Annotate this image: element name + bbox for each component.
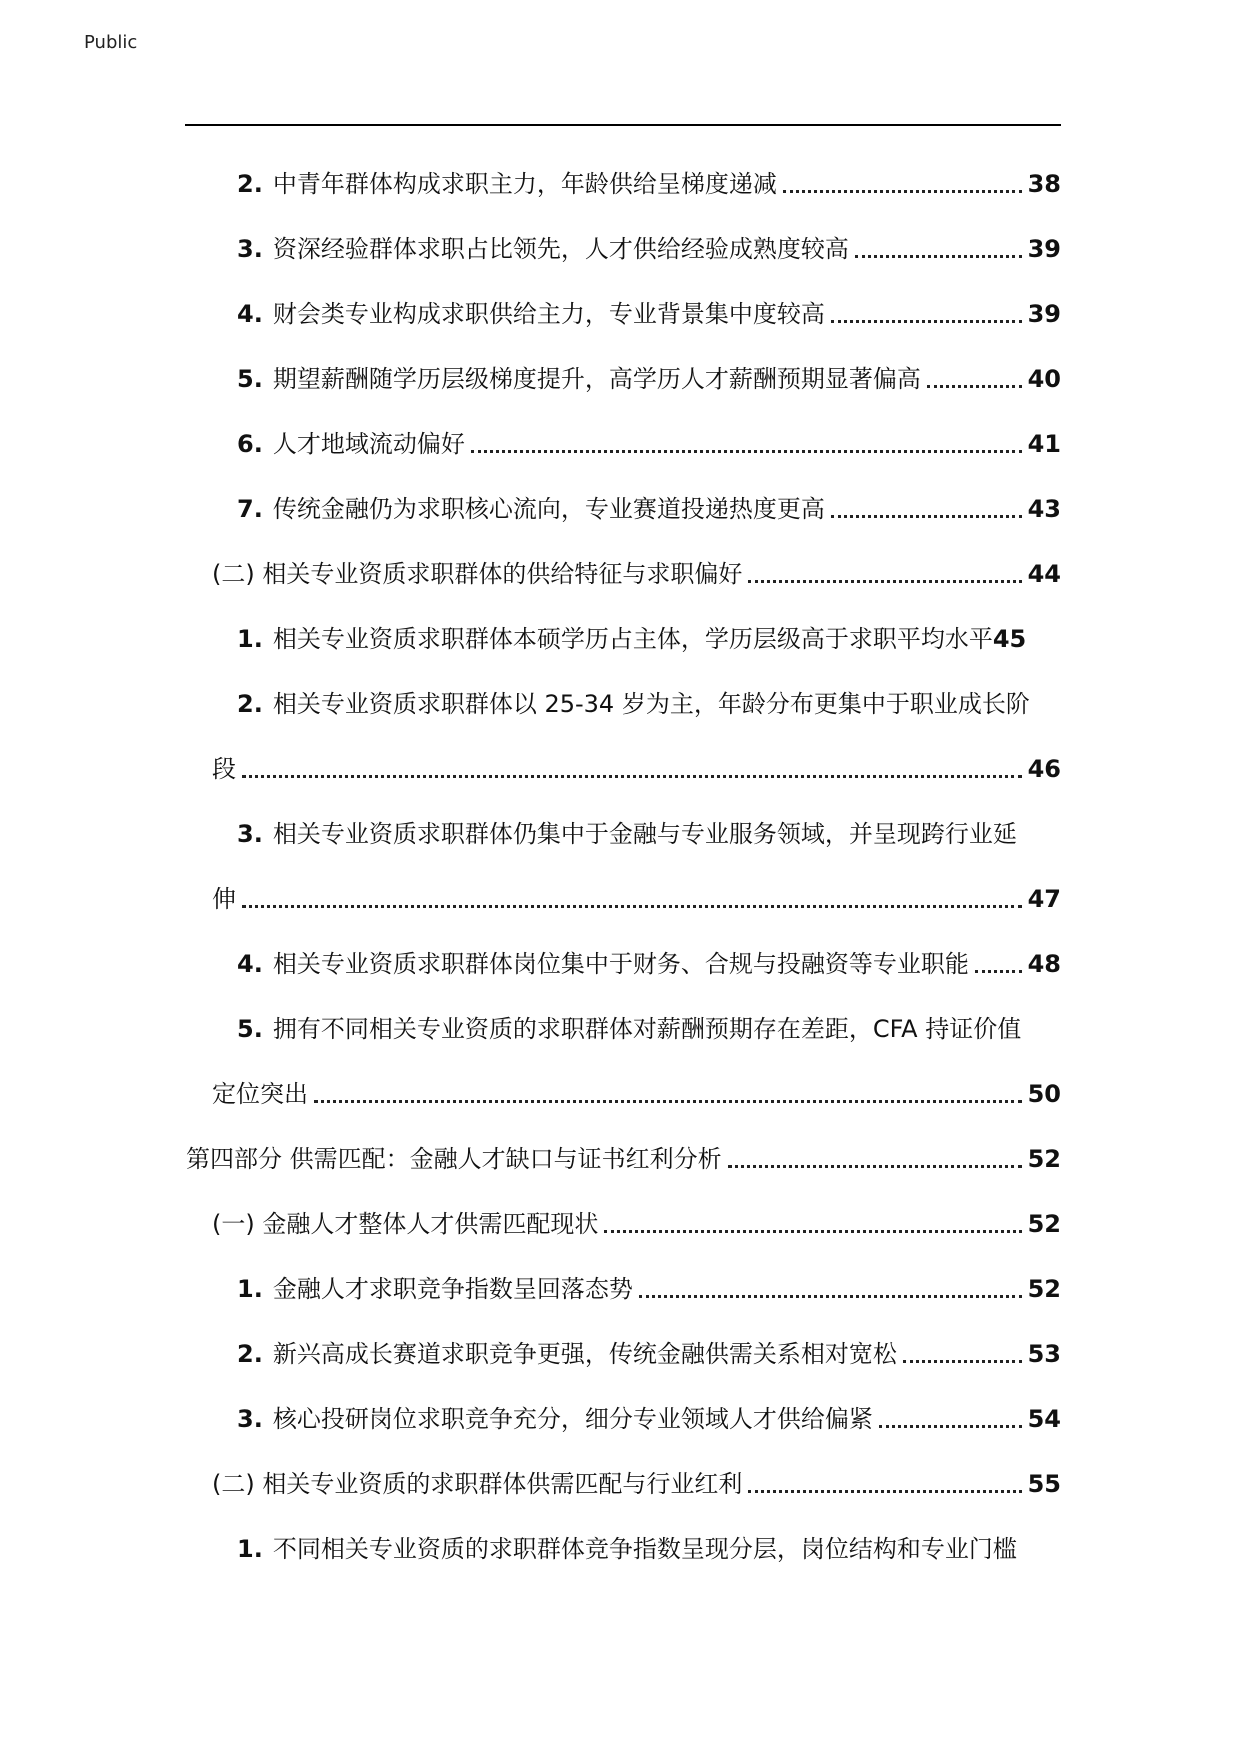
toc-entry-title: 期望薪酬随学历层级梯度提升，高学历人才薪酬预期显著偏高 — [272, 365, 921, 393]
toc-entry-page: 38 — [1027, 170, 1061, 198]
toc-entry-number: 5. — [237, 1015, 263, 1043]
toc-entry-title: (二) 相关专业资质求职群体的供给特征与求职偏好 — [212, 560, 743, 588]
toc-entry-title: 相关专业资质求职群体仍集中于金融与专业服务领域，并呈现跨行业延 — [272, 820, 1017, 848]
toc-entry-number: 5. — [237, 365, 263, 393]
toc-entry-section[interactable] — [212, 1200, 1061, 1240]
toc-entry-title: 相关专业资质求职群体本硕学历占主体，学历层级高于求职平均水平 — [272, 625, 993, 653]
toc-entry-number: 2. — [237, 690, 263, 718]
toc-entry-title: 财会类专业构成求职供给主力，专业背景集中度较高 — [272, 300, 825, 328]
toc-dot-leader — [903, 1360, 1022, 1363]
toc-entry-number: 1. — [237, 625, 263, 653]
toc-entry-page: 39 — [1027, 300, 1061, 328]
toc-entry-page: 45 — [992, 625, 1027, 653]
toc-entry[interactable] — [237, 615, 1061, 655]
toc-dot-leader — [783, 190, 1022, 193]
toc-dot-leader — [748, 1490, 1021, 1493]
toc-entry[interactable] — [237, 940, 1061, 980]
toc-entry-page: 52 — [1027, 1275, 1061, 1303]
toc-entry-continuation[interactable] — [212, 875, 1061, 915]
toc-entry[interactable] — [237, 680, 1061, 720]
toc-entry-page: 41 — [1027, 430, 1061, 458]
toc-entry-page: 43 — [1027, 495, 1061, 523]
toc-entry[interactable] — [237, 160, 1061, 200]
toc-entry[interactable] — [237, 420, 1061, 460]
toc-entry-title: 定位突出 — [212, 1080, 308, 1108]
toc-entry-title: 核心投研岗位求职竞争充分，细分专业领域人才供给偏紧 — [272, 1405, 873, 1433]
toc-entry-number: 3. — [237, 235, 263, 263]
toc-entry[interactable] — [237, 355, 1061, 395]
toc-entry-number: 4. — [237, 950, 263, 978]
toc-entry[interactable] — [237, 1395, 1061, 1435]
toc-entry-page: 53 — [1027, 1340, 1061, 1368]
toc-entry-title: (二) 相关专业资质的求职群体供需匹配与行业红利 — [212, 1470, 743, 1498]
toc-entry-title: 中青年群体构成求职主力，年龄供给呈梯度递减 — [272, 170, 777, 198]
toc-dot-leader — [242, 905, 1022, 908]
toc-entry[interactable] — [237, 225, 1061, 265]
toc-entry-title: 资深经验群体求职占比领先，人才供给经验成熟度较高 — [272, 235, 849, 263]
toc-entry-title: 相关专业资质求职群体岗位集中于财务、合规与投融资等专业职能 — [272, 950, 969, 978]
toc-dot-leader — [831, 515, 1022, 518]
toc-entry-page: 50 — [1027, 1080, 1061, 1108]
toc-entry-continuation[interactable] — [212, 1070, 1061, 1110]
toc-entry-part[interactable] — [186, 1135, 1061, 1175]
toc-entry-number: 6. — [237, 430, 263, 458]
toc-entry-section[interactable] — [212, 550, 1061, 590]
toc-entry-page: 52 — [1027, 1210, 1061, 1238]
classification-label: Public — [84, 32, 138, 53]
toc-dot-leader — [639, 1295, 1022, 1298]
toc-entry[interactable] — [237, 1330, 1061, 1370]
toc-entry-title: 金融人才求职竞争指数呈回落态势 — [272, 1275, 633, 1303]
toc-dot-leader — [314, 1100, 1022, 1103]
toc-entry-title: 传统金融仍为求职核心流向，专业赛道投递热度更高 — [272, 495, 825, 523]
toc-dot-leader — [927, 385, 1022, 388]
toc-entry-number: 1. — [237, 1275, 263, 1303]
toc-entry-page: 52 — [1027, 1145, 1061, 1173]
toc-dot-leader — [604, 1230, 1021, 1233]
toc-dot-leader — [728, 1165, 1022, 1168]
toc-entry-title: 段 — [212, 755, 236, 783]
toc-entry-continuation[interactable] — [212, 745, 1061, 785]
toc-entry-page: 54 — [1027, 1405, 1061, 1433]
toc-entry-page: 55 — [1027, 1470, 1061, 1498]
toc-entry-page: 40 — [1027, 365, 1061, 393]
toc-dot-leader — [471, 450, 1022, 453]
toc-entry-number: 3. — [237, 1405, 263, 1433]
toc-dot-leader — [242, 775, 1022, 778]
toc-entry[interactable] — [237, 485, 1061, 525]
toc-entry-number: 2. — [237, 170, 263, 198]
toc-dot-leader — [748, 580, 1021, 583]
toc-entry-page: 39 — [1027, 235, 1061, 263]
toc-entry-number: 3. — [237, 820, 263, 848]
toc-entry-page: 44 — [1027, 560, 1061, 588]
toc-entry[interactable] — [237, 1005, 1061, 1045]
header-rule — [185, 124, 1061, 126]
toc-entry-number: 2. — [237, 1340, 263, 1368]
toc-entry-title: 第四部分 供需匹配：金融人才缺口与证书红利分析 — [186, 1145, 722, 1173]
toc-entry-number: 4. — [237, 300, 263, 328]
toc-entry-page: 47 — [1027, 885, 1061, 913]
toc-entry-section[interactable] — [212, 1460, 1061, 1500]
toc-entry[interactable] — [237, 290, 1061, 330]
toc-dot-leader — [831, 320, 1022, 323]
toc-entry[interactable] — [237, 1265, 1061, 1305]
toc-dot-leader — [975, 970, 1022, 973]
toc-entry-title: 相关专业资质求职群体以 25-34 岁为主，年龄分布更集中于职业成长阶 — [272, 690, 1030, 718]
toc-dot-leader — [855, 255, 1022, 258]
toc-entry-title: 人才地域流动偏好 — [272, 430, 465, 458]
toc-entry-title: (一) 金融人才整体人才供需匹配现状 — [212, 1210, 599, 1238]
toc-entry-title: 不同相关专业资质的求职群体竞争指数呈现分层，岗位结构和专业门槛 — [272, 1535, 1017, 1563]
toc-entry-number: 1. — [237, 1535, 263, 1563]
toc-entry-title: 拥有不同相关专业资质的求职群体对薪酬预期存在差距，CFA 持证价值 — [272, 1015, 1022, 1043]
toc-entry-page: 46 — [1027, 755, 1061, 783]
toc-entry-page: 48 — [1027, 950, 1061, 978]
toc-entry[interactable] — [237, 1525, 1061, 1565]
toc-dot-leader — [879, 1425, 1022, 1428]
toc-entry-number: 7. — [237, 495, 263, 523]
toc-entry-title: 伸 — [212, 885, 236, 913]
toc-entry-title: 新兴高成长赛道求职竞争更强，传统金融供需关系相对宽松 — [272, 1340, 897, 1368]
toc-entry[interactable] — [237, 810, 1061, 850]
